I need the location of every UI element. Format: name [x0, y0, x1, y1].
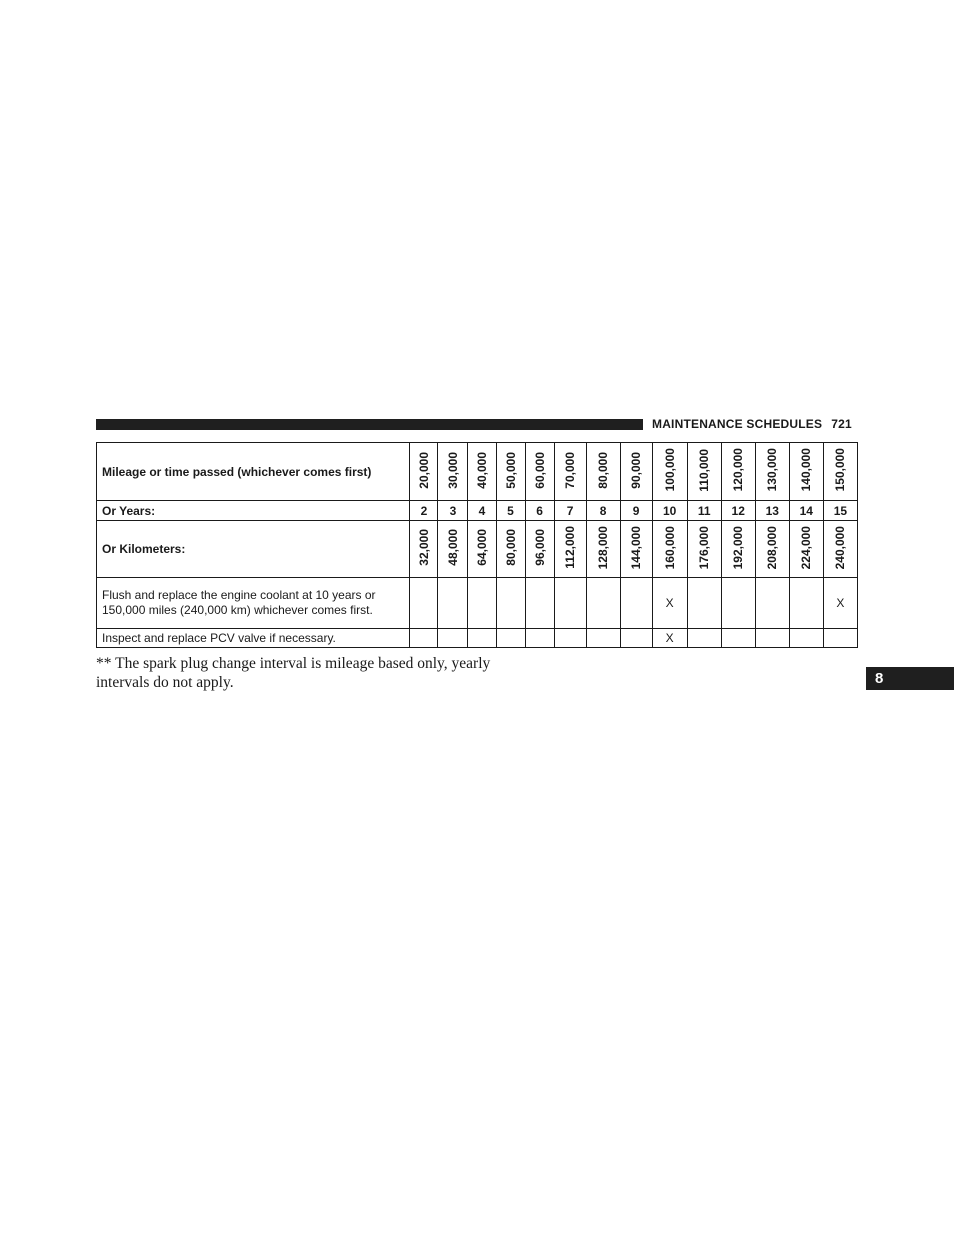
kilometers-row [97, 521, 858, 578]
miles-cell-value: 130,000 [765, 448, 780, 492]
service-mark-cell [554, 629, 586, 648]
km-cell [410, 521, 438, 578]
chapter-tab: 8 [866, 667, 954, 690]
km-cell [755, 521, 789, 578]
running-header [652, 417, 858, 431]
km-cell [789, 521, 823, 578]
service-mark-cell [554, 578, 586, 629]
miles-cell-value: 50,000 [503, 451, 518, 489]
miles-cell [468, 443, 496, 501]
km-cell-value: 160,000 [662, 525, 677, 570]
service-mark-cell [721, 629, 755, 648]
miles-cell [687, 443, 721, 501]
km-cell [652, 521, 687, 578]
km-cell-value: 224,000 [799, 525, 814, 570]
service-mark-cell [468, 629, 496, 648]
km-cell [823, 521, 857, 578]
km-cell [496, 521, 525, 578]
years-cell: 4 [468, 501, 496, 521]
service-mark-cell [823, 629, 857, 648]
km-cell [620, 521, 652, 578]
miles-cell [755, 443, 789, 501]
service-mark-cell: X [823, 578, 857, 629]
service-mark-cell [410, 578, 438, 629]
miles-cell [410, 443, 438, 501]
service-mark-cell [468, 578, 496, 629]
km-cell-value: 96,000 [532, 529, 547, 566]
years-cell: 14 [789, 501, 823, 521]
mileage-row [97, 443, 858, 501]
km-cell [468, 521, 496, 578]
page-number: 721 [831, 417, 852, 431]
years-cell: 11 [687, 501, 721, 521]
miles-cell [525, 443, 554, 501]
km-cell-value: 176,000 [697, 525, 712, 570]
km-cell [525, 521, 554, 578]
service-mark-cell [496, 629, 525, 648]
pcv-service-row [97, 629, 858, 648]
mileage-label: Mileage or time passed (whichever comes first) [97, 443, 410, 501]
km-cell-value: 48,000 [445, 529, 460, 566]
kilometers-label: Or Kilometers: [97, 521, 410, 578]
service-mark-cell [410, 629, 438, 648]
miles-cell [789, 443, 823, 501]
service-mark-cell [496, 578, 525, 629]
miles-cell-value: 30,000 [445, 451, 460, 489]
service-mark-cell [755, 578, 789, 629]
service-mark-cell [755, 629, 789, 648]
miles-cell-value: 90,000 [629, 451, 644, 489]
service-mark-cell [789, 578, 823, 629]
years-cell: 2 [410, 501, 438, 521]
km-cell-value: 128,000 [596, 525, 611, 570]
service-mark-cell [525, 629, 554, 648]
miles-cell-value: 20,000 [416, 451, 431, 489]
years-cell: 13 [755, 501, 789, 521]
km-cell [687, 521, 721, 578]
km-cell [554, 521, 586, 578]
service-mark-cell [586, 629, 620, 648]
miles-cell-value: 120,000 [731, 448, 746, 492]
service-mark-cell [620, 629, 652, 648]
miles-cell-value: 40,000 [474, 451, 489, 489]
section-title: MAINTENANCE SCHEDULES [652, 417, 823, 431]
years-cell: 15 [823, 501, 857, 521]
service-mark-cell [687, 629, 721, 648]
miles-cell-value: 60,000 [532, 451, 547, 489]
service-mark-cell [525, 578, 554, 629]
km-cell-value: 144,000 [629, 525, 644, 570]
years-cell: 12 [721, 501, 755, 521]
service-description: Inspect and replace PCV valve if necessary. [97, 629, 410, 648]
years-cell: 7 [554, 501, 586, 521]
km-cell-value: 192,000 [731, 525, 746, 570]
miles-cell-value: 150,000 [833, 448, 848, 492]
years-label: Or Years: [97, 501, 410, 521]
km-cell-value: 240,000 [833, 525, 848, 570]
miles-cell [652, 443, 687, 501]
km-cell-value: 80,000 [503, 529, 518, 566]
service-mark-cell [438, 629, 468, 648]
miles-cell-value: 110,000 [697, 448, 712, 492]
header-rule [96, 419, 643, 430]
service-mark-cell [687, 578, 721, 629]
miles-cell [823, 443, 857, 501]
miles-cell [620, 443, 652, 501]
service-mark-cell [721, 578, 755, 629]
km-cell [438, 521, 468, 578]
miles-cell-value: 140,000 [799, 448, 814, 492]
km-cell-value: 64,000 [474, 529, 489, 566]
maintenance-schedule-table [96, 442, 858, 648]
miles-cell-value: 70,000 [563, 451, 578, 489]
miles-cell [586, 443, 620, 501]
years-cell: 6 [525, 501, 554, 521]
years-cell: 10 [652, 501, 687, 521]
km-cell-value: 208,000 [765, 525, 780, 570]
years-cell: 3 [438, 501, 468, 521]
service-description: Flush and replace the engine coolant at 10 years or 150,000 miles (240,000 km) whichever comes first. [97, 578, 410, 629]
miles-cell [496, 443, 525, 501]
km-cell [586, 521, 620, 578]
service-mark-cell [789, 629, 823, 648]
km-cell [721, 521, 755, 578]
miles-cell [554, 443, 586, 501]
service-mark-cell [620, 578, 652, 629]
miles-cell-value: 100,000 [662, 448, 677, 492]
miles-cell [721, 443, 755, 501]
miles-cell-value: 80,000 [596, 451, 611, 489]
km-cell-value: 112,000 [563, 526, 578, 569]
service-mark-cell: X [652, 578, 687, 629]
miles-cell [438, 443, 468, 501]
service-mark-cell [438, 578, 468, 629]
km-cell-value: 32,000 [416, 529, 431, 566]
years-row [97, 501, 858, 521]
spark-plug-footnote: ** The spark plug change interval is mileage based only, yearly intervals do not apply. [96, 655, 491, 691]
coolant-service-row [97, 578, 858, 629]
service-mark-cell: X [652, 629, 687, 648]
years-cell: 8 [586, 501, 620, 521]
years-cell: 5 [496, 501, 525, 521]
service-mark-cell [586, 578, 620, 629]
years-cell: 9 [620, 501, 652, 521]
